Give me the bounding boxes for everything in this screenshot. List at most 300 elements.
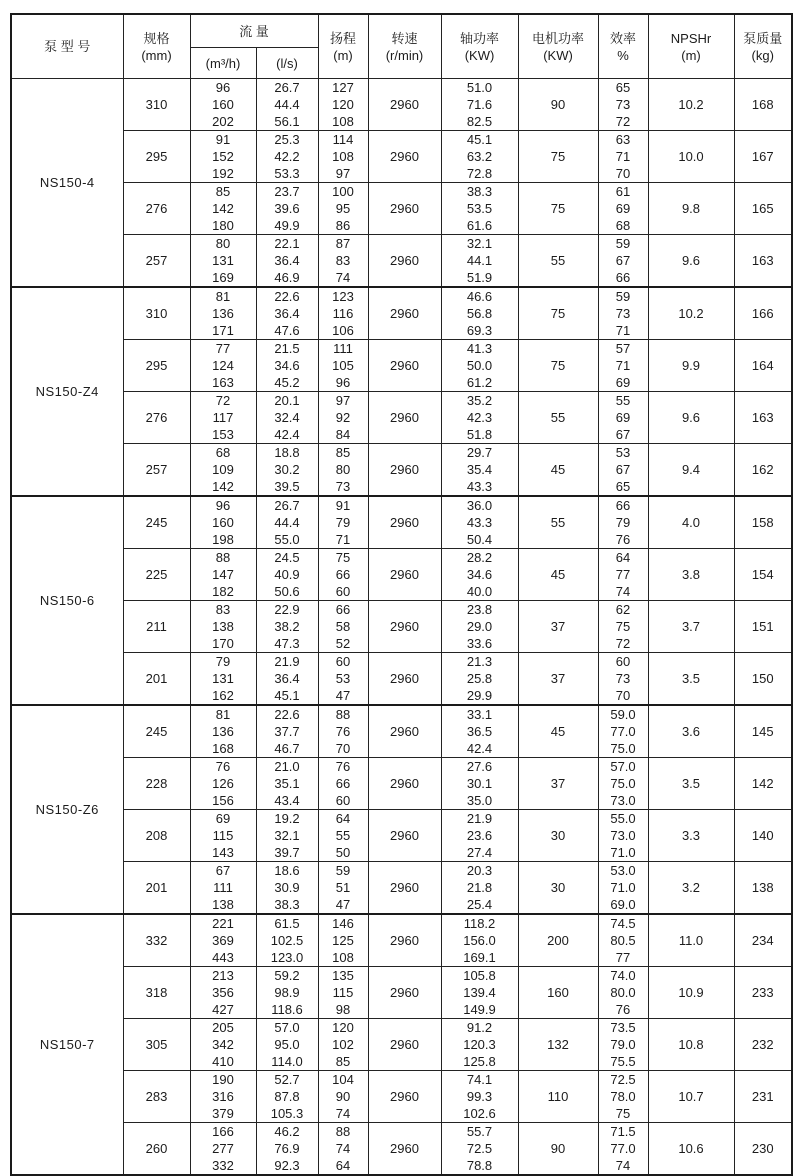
efficiency-cell: [598, 340, 648, 392]
head-cell-line: 51: [335, 880, 351, 895]
flow-ls-cell-line: 36.4: [274, 253, 300, 268]
flow-ls-cell-line: 47.6: [274, 323, 300, 338]
head-cell-line: 125: [332, 933, 354, 948]
spec-row: [11, 967, 792, 1019]
flow-m3h-cell-line: 153: [212, 427, 234, 442]
shaft-power-cell-line: 20.3: [466, 863, 493, 878]
flow-m3h-cell-line: 213: [212, 968, 234, 983]
shaft-power-cell-line: 33.6: [466, 636, 493, 651]
head-cell-line: 85: [335, 1054, 351, 1069]
flow-m3h-cell-line: 152: [212, 149, 234, 164]
spec-cell: 225: [123, 549, 190, 601]
motor-power-cell: 45: [518, 549, 598, 601]
flow-m3h-cell-line: 182: [212, 584, 234, 599]
motor-power-cell: 30: [518, 810, 598, 862]
flow-m3h-cell-line: 68: [215, 445, 231, 460]
head-cell: [318, 601, 368, 653]
flow-ls-cell-line: 45.2: [274, 375, 300, 390]
spec-row: [11, 1123, 792, 1176]
flow-m3h-cell: [190, 967, 256, 1019]
efficiency-cell-line: 53.0: [610, 863, 636, 878]
shaft-power-cell-line: 53.5: [466, 201, 493, 216]
shaft-power-cell-line: 91.2: [466, 1020, 493, 1035]
shaft-power-cell-line: 45.1: [466, 132, 493, 147]
speed-cell: 2960: [368, 79, 441, 131]
efficiency-cell-line: 57: [615, 341, 631, 356]
flow-ls-cell-line: 43.4: [274, 793, 300, 808]
flow-ls-cell-line: 24.5: [274, 550, 300, 565]
shaft-power-cell-line: 50.0: [466, 358, 493, 373]
shaft-power-cell-line: 27.6: [466, 759, 493, 774]
flow-ls-cell-line: 105.3: [270, 1106, 304, 1121]
flow-ls-cell-line: 44.4: [274, 97, 300, 112]
shaft-power-cell-line: 25.4: [466, 897, 493, 912]
shaft-power-cell-line: 50.4: [466, 532, 493, 547]
flow-m3h-cell-line: 77: [215, 341, 231, 356]
model-cell: NS150-Z4: [11, 287, 123, 496]
motor-power-cell: 45: [518, 705, 598, 758]
head-cell-line: 70: [335, 741, 351, 756]
efficiency-cell: [598, 444, 648, 497]
mass-cell: 166: [734, 287, 792, 340]
spec-row: [11, 1071, 792, 1123]
flow-ls-cell-line: 36.4: [274, 671, 300, 686]
speed-cell: 2960: [368, 549, 441, 601]
shaft-power-cell-line: 43.3: [466, 515, 493, 530]
flow-m3h-cell-line: 81: [215, 289, 231, 304]
shaft-power-cell-line: 169.1: [463, 950, 496, 965]
flow-ls-cell: [256, 601, 318, 653]
npshr-cell: 10.2: [648, 287, 734, 340]
spec-cell: 257: [123, 235, 190, 288]
flow-m3h-cell-line: 124: [212, 358, 234, 373]
flow-m3h-cell-line: 115: [212, 828, 234, 843]
flow-m3h-cell: [190, 340, 256, 392]
flow-m3h-cell: [190, 914, 256, 967]
flow-ls-cell-line: 18.8: [274, 445, 300, 460]
motor-power-cell: 160: [518, 967, 598, 1019]
flow-ls-cell-line: 52.7: [274, 1072, 300, 1087]
flow-ls-cell-line: 21.9: [274, 654, 300, 669]
efficiency-cell-line: 73: [615, 306, 631, 321]
head-cell: [318, 758, 368, 810]
flow-m3h-cell: [190, 79, 256, 131]
head-cell-line: 135: [332, 968, 354, 983]
efficiency-cell-line: 78.0: [610, 1089, 636, 1104]
speed-cell: 2960: [368, 496, 441, 549]
flow-m3h-cell-line: 136: [212, 306, 234, 321]
shaft-power-cell-line: 30.1: [466, 776, 493, 791]
flow-ls-cell: [256, 235, 318, 288]
head-cell-line: 80: [335, 462, 351, 477]
npshr-cell: 4.0: [648, 496, 734, 549]
motor-power-cell: 45: [518, 444, 598, 497]
npshr-cell: 9.4: [648, 444, 734, 497]
shaft-power-cell: [441, 444, 518, 497]
flow-ls-cell-line: 50.6: [274, 584, 300, 599]
efficiency-cell-line: 79: [615, 515, 631, 530]
shaft-power-cell-line: 29.9: [466, 688, 493, 703]
efficiency-cell-line: 73.5: [610, 1020, 636, 1035]
flow-m3h-cell-line: 443: [212, 950, 234, 965]
head-cell: [318, 549, 368, 601]
flow-m3h-cell: [190, 235, 256, 288]
npshr-cell: 9.9: [648, 340, 734, 392]
mass-cell: 233: [734, 967, 792, 1019]
flow-m3h-cell: [190, 601, 256, 653]
head-cell-line: 102: [332, 1037, 354, 1052]
header-head: 扬程 (m): [318, 14, 368, 79]
motor-power-cell: 55: [518, 496, 598, 549]
motor-power-cell: 75: [518, 287, 598, 340]
flow-m3h-cell-line: 192: [212, 166, 234, 181]
flow-m3h-cell-line: 356: [212, 985, 234, 1000]
efficiency-cell-line: 73: [615, 97, 631, 112]
spec-cell: 201: [123, 862, 190, 915]
npshr-cell: 10.0: [648, 131, 734, 183]
flow-m3h-cell-line: 131: [212, 253, 234, 268]
efficiency-cell-line: 63: [615, 132, 631, 147]
head-cell: [318, 705, 368, 758]
shaft-power-cell-line: 35.0: [466, 793, 493, 808]
flow-ls-cell-line: 76.9: [274, 1141, 300, 1156]
table-header: [11, 14, 792, 79]
head-cell-line: 60: [335, 793, 351, 808]
flow-m3h-cell-line: 170: [212, 636, 234, 651]
efficiency-cell-line: 74.5: [610, 916, 636, 931]
mass-cell: 167: [734, 131, 792, 183]
shaft-power-cell: [441, 183, 518, 235]
flow-ls-cell-line: 44.4: [274, 515, 300, 530]
efficiency-cell-line: 55: [615, 393, 631, 408]
flow-m3h-cell-line: 169: [212, 270, 234, 285]
head-cell-line: 105: [332, 358, 354, 373]
efficiency-cell-line: 67: [615, 427, 631, 442]
flow-m3h-cell-line: 379: [212, 1106, 234, 1121]
flow-ls-cell-line: 25.3: [274, 132, 300, 147]
flow-m3h-cell: [190, 1019, 256, 1071]
npshr-cell: 3.7: [648, 601, 734, 653]
flow-ls-cell-line: 123.0: [270, 950, 304, 965]
head-cell-line: 66: [335, 776, 351, 791]
shaft-power-cell-line: 23.6: [466, 828, 493, 843]
efficiency-cell-line: 65: [615, 80, 631, 95]
head-cell-line: 71: [335, 532, 351, 547]
shaft-power-cell-line: 34.6: [466, 567, 493, 582]
npshr-cell: 10.7: [648, 1071, 734, 1123]
efficiency-cell-line: 77.0: [610, 724, 636, 739]
flow-m3h-cell-line: 69: [215, 811, 231, 826]
flow-ls-cell-line: 39.6: [274, 201, 300, 216]
head-cell-line: 74: [335, 1141, 351, 1156]
head-cell: [318, 287, 368, 340]
efficiency-cell-line: 75.0: [610, 776, 636, 791]
mass-cell: 164: [734, 340, 792, 392]
shaft-power-cell-line: 61.6: [466, 218, 493, 233]
efficiency-cell-line: 66: [615, 498, 631, 513]
efficiency-cell-line: 76: [615, 532, 631, 547]
shaft-power-cell-line: 56.8: [466, 306, 493, 321]
head-cell-line: 123: [332, 289, 354, 304]
mass-cell: 142: [734, 758, 792, 810]
efficiency-cell-line: 71: [615, 323, 631, 338]
flow-m3h-cell-line: 156: [212, 793, 234, 808]
flow-ls-cell-line: 32.1: [274, 828, 300, 843]
head-cell-line: 52: [335, 636, 351, 651]
flow-ls-cell: [256, 1019, 318, 1071]
mass-cell: 232: [734, 1019, 792, 1071]
flow-ls-cell-line: 87.8: [274, 1089, 300, 1104]
motor-power-cell: 75: [518, 183, 598, 235]
speed-cell: 2960: [368, 862, 441, 915]
flow-ls-cell: [256, 1123, 318, 1176]
efficiency-cell-line: 69: [615, 410, 631, 425]
flow-m3h-cell-line: 67: [215, 863, 231, 878]
mass-cell: 162: [734, 444, 792, 497]
npshr-cell: 3.5: [648, 653, 734, 706]
flow-m3h-cell: [190, 287, 256, 340]
spec-cell: 305: [123, 1019, 190, 1071]
flow-m3h-cell-line: 111: [213, 880, 233, 895]
flow-ls-cell: [256, 444, 318, 497]
efficiency-cell-line: 70: [615, 166, 631, 181]
shaft-power-cell-line: 72.5: [466, 1141, 493, 1156]
efficiency-cell-line: 66: [615, 270, 631, 285]
spec-row: [11, 287, 792, 340]
speed-cell: 2960: [368, 810, 441, 862]
shaft-power-cell: [441, 287, 518, 340]
shaft-power-cell: [441, 549, 518, 601]
motor-power-cell: 37: [518, 601, 598, 653]
head-cell-line: 146: [332, 916, 354, 931]
efficiency-cell: [598, 79, 648, 131]
mass-cell: 140: [734, 810, 792, 862]
flow-ls-cell-line: 30.9: [274, 880, 300, 895]
spec-row: [11, 705, 792, 758]
head-cell-line: 47: [335, 688, 351, 703]
flow-m3h-cell-line: 88: [215, 550, 231, 565]
efficiency-cell-line: 69: [615, 375, 631, 390]
flow-m3h-cell-line: 81: [215, 707, 231, 722]
flow-m3h-cell-line: 142: [212, 201, 234, 216]
flow-ls-cell-line: 55.0: [274, 532, 300, 547]
shaft-power-cell-line: 72.8: [466, 166, 493, 181]
shaft-power-cell-line: 69.3: [466, 323, 493, 338]
flow-m3h-cell: [190, 758, 256, 810]
shaft-power-cell-line: 63.2: [466, 149, 493, 164]
flow-ls-cell-line: 57.0: [274, 1020, 300, 1035]
flow-ls-cell-line: 35.1: [274, 776, 300, 791]
head-cell-line: 73: [335, 479, 351, 494]
mass-cell: 154: [734, 549, 792, 601]
flow-m3h-cell-line: 136: [212, 724, 234, 739]
flow-m3h-cell: [190, 444, 256, 497]
model-cell: NS150-4: [11, 79, 123, 288]
efficiency-cell-line: 61: [615, 184, 631, 199]
flow-m3h-cell-line: 316: [212, 1089, 234, 1104]
shaft-power-cell: [441, 496, 518, 549]
flow-ls-cell-line: 37.7: [274, 724, 300, 739]
spec-row: [11, 444, 792, 497]
shaft-power-cell-line: 21.8: [466, 880, 493, 895]
spec-row: [11, 235, 792, 288]
spec-cell: 228: [123, 758, 190, 810]
npshr-cell: 11.0: [648, 914, 734, 967]
shaft-power-cell: [441, 131, 518, 183]
efficiency-cell-line: 59: [615, 236, 631, 251]
flow-ls-cell-line: 39.5: [274, 479, 300, 494]
flow-m3h-cell-line: 160: [212, 515, 234, 530]
header-flow-ls: (l/s): [256, 48, 318, 79]
efficiency-cell-line: 67: [615, 462, 631, 477]
mass-cell: 145: [734, 705, 792, 758]
spec-row: [11, 653, 792, 706]
head-cell-line: 59: [335, 863, 351, 878]
efficiency-cell-line: 75.5: [610, 1054, 636, 1069]
head-cell-line: 85: [335, 445, 351, 460]
flow-ls-cell-line: 38.3: [274, 897, 300, 912]
mass-cell: 138: [734, 862, 792, 915]
efficiency-cell: [598, 287, 648, 340]
flow-ls-cell-line: 26.7: [274, 80, 300, 95]
shaft-power-cell-line: 149.9: [463, 1002, 496, 1017]
shaft-power-cell-line: 21.3: [466, 654, 493, 669]
npshr-cell: 10.8: [648, 1019, 734, 1071]
flow-ls-cell: [256, 340, 318, 392]
efficiency-cell-line: 72: [615, 114, 631, 129]
head-cell-line: 84: [335, 427, 351, 442]
npshr-cell: 10.2: [648, 79, 734, 131]
shaft-power-cell-line: 102.6: [463, 1106, 496, 1121]
flow-ls-cell: [256, 705, 318, 758]
efficiency-cell-line: 80.5: [610, 933, 636, 948]
flow-ls-cell-line: 22.1: [274, 236, 300, 251]
model-cell: NS150-7: [11, 914, 123, 1175]
head-cell-line: 120: [332, 1020, 354, 1035]
shaft-power-cell-line: 51.0: [466, 80, 493, 95]
flow-ls-cell-line: 47.3: [274, 636, 300, 651]
head-cell-line: 87: [335, 236, 351, 251]
efficiency-cell-line: 76: [615, 1002, 631, 1017]
shaft-power-cell-line: 35.4: [466, 462, 493, 477]
efficiency-cell-line: 71: [615, 358, 631, 373]
shaft-power-cell-line: 51.9: [466, 270, 493, 285]
efficiency-cell-line: 74: [615, 584, 631, 599]
flow-ls-cell-line: 40.9: [274, 567, 300, 582]
motor-power-cell: 200: [518, 914, 598, 967]
flow-ls-cell: [256, 914, 318, 967]
spec-cell: 310: [123, 79, 190, 131]
spec-row: [11, 914, 792, 967]
head-cell-line: 114: [332, 132, 354, 147]
flow-m3h-cell-line: 85: [215, 184, 231, 199]
flow-ls-cell-line: 20.1: [274, 393, 300, 408]
efficiency-cell-line: 69: [615, 201, 631, 216]
header-pump-model: 泵 型 号: [11, 14, 123, 79]
speed-cell: 2960: [368, 758, 441, 810]
efficiency-cell-line: 59.0: [610, 707, 636, 722]
shaft-power-cell-line: 32.1: [466, 236, 493, 251]
npshr-cell: 10.6: [648, 1123, 734, 1176]
flow-ls-cell-line: 56.1: [274, 114, 300, 129]
flow-m3h-cell-line: 91: [215, 132, 231, 147]
head-cell: [318, 1123, 368, 1176]
head-cell-line: 127: [332, 80, 354, 95]
spec-row: [11, 340, 792, 392]
efficiency-cell: [598, 653, 648, 706]
flow-ls-cell: [256, 549, 318, 601]
head-cell-line: 60: [335, 584, 351, 599]
head-cell-line: 58: [335, 619, 351, 634]
header-shaft-power: 轴功率 (KW): [441, 14, 518, 79]
shaft-power-cell-line: 61.2: [466, 375, 493, 390]
shaft-power-cell-line: 28.2: [466, 550, 493, 565]
efficiency-cell-line: 67: [615, 253, 631, 268]
spec-row: [11, 79, 792, 131]
shaft-power-cell-line: 125.8: [463, 1054, 496, 1069]
head-cell-line: 74: [335, 1106, 351, 1121]
shaft-power-cell: [441, 810, 518, 862]
npshr-cell: 9.8: [648, 183, 734, 235]
efficiency-cell-line: 73.0: [610, 828, 636, 843]
efficiency-cell: [598, 131, 648, 183]
shaft-power-cell: [441, 1071, 518, 1123]
head-cell-line: 90: [335, 1089, 351, 1104]
head-cell-line: 98: [335, 1002, 351, 1017]
spec-cell: 318: [123, 967, 190, 1019]
shaft-power-cell-line: 99.3: [466, 1089, 493, 1104]
efficiency-cell: [598, 810, 648, 862]
motor-power-cell: 37: [518, 653, 598, 706]
head-cell: [318, 810, 368, 862]
header-speed: 转速 (r/min): [368, 14, 441, 79]
flow-m3h-cell-line: 109: [212, 462, 234, 477]
flow-ls-cell-line: 39.7: [274, 845, 300, 860]
spec-cell: 295: [123, 340, 190, 392]
mass-cell: 230: [734, 1123, 792, 1176]
spec-cell: 276: [123, 392, 190, 444]
flow-ls-cell-line: 21.5: [274, 341, 300, 356]
shaft-power-cell: [441, 705, 518, 758]
efficiency-cell-line: 70: [615, 688, 631, 703]
motor-power-cell: 90: [518, 1123, 598, 1176]
speed-cell: 2960: [368, 287, 441, 340]
shaft-power-cell-line: 36.5: [466, 724, 493, 739]
spec-cell: 208: [123, 810, 190, 862]
flow-m3h-cell-line: 171: [212, 323, 234, 338]
efficiency-cell-line: 74.0: [610, 968, 636, 983]
flow-m3h-cell-line: 83: [215, 602, 231, 617]
flow-ls-cell-line: 45.1: [274, 688, 300, 703]
head-cell: [318, 444, 368, 497]
efficiency-cell-line: 71.5: [610, 1124, 636, 1139]
flow-m3h-cell-line: 427: [212, 1002, 234, 1017]
npshr-cell: 3.2: [648, 862, 734, 915]
speed-cell: 2960: [368, 967, 441, 1019]
shaft-power-cell-line: 74.1: [466, 1072, 493, 1087]
mass-cell: 231: [734, 1071, 792, 1123]
flow-m3h-cell-line: 410: [212, 1054, 234, 1069]
speed-cell: 2960: [368, 705, 441, 758]
flow-ls-cell-line: 114.0: [271, 1054, 303, 1069]
shaft-power-cell-line: 38.3: [466, 184, 493, 199]
spec-cell: 257: [123, 444, 190, 497]
efficiency-cell: [598, 549, 648, 601]
flow-m3h-cell-line: 163: [212, 375, 234, 390]
flow-m3h-cell: [190, 549, 256, 601]
head-cell-line: 88: [335, 1124, 351, 1139]
flow-ls-cell: [256, 79, 318, 131]
